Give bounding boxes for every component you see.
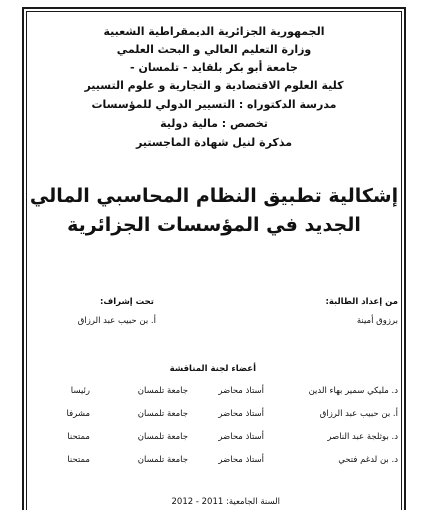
header-specialty: تخصص : مالية دولية xyxy=(160,117,268,130)
header-republic: الجمهورية الجزائرية الديمقراطية الشعبية xyxy=(103,25,325,38)
member-rank: أستاذ محاضر xyxy=(218,455,264,465)
member-university: جامعة تلمسان xyxy=(137,432,188,442)
member-name: أ. بن حبيب عبد الرزاق xyxy=(319,409,398,419)
header-doctoral-school: مدرسة الدكتوراه : التسيير الدولي للمؤسسات xyxy=(91,98,337,111)
thesis-title-line1: إشكالية تطبيق النظام المحاسبي المالي xyxy=(29,185,399,207)
header-thesis-type: مذكرة لنيل شهادة الماجستير xyxy=(135,136,292,149)
member-role: مشرفا xyxy=(66,409,90,419)
cover-content xyxy=(26,11,402,510)
student-label: من إعداد الطالبة: xyxy=(325,297,398,307)
member-rank: أستاذ محاضر xyxy=(218,386,264,396)
member-role: ممتحنا xyxy=(67,432,90,442)
committee-member-row xyxy=(26,409,402,421)
member-rank: أستاذ محاضر xyxy=(218,432,264,442)
header-ministry: وزارة التعليم العالي و البحث العلمي xyxy=(116,43,312,56)
committee-member-row xyxy=(26,455,402,467)
member-university: جامعة تلمسان xyxy=(137,409,188,419)
header-faculty: كلية العلوم الاقتصادية و التجارية و علوم التسيير xyxy=(84,79,344,92)
supervisor-label: تحت إشراف: xyxy=(99,297,154,307)
supervisor-name: أ. بن حبيب عبد الرزاق xyxy=(77,316,156,326)
committee-heading: أعضاء لجنة المناقشة xyxy=(169,364,256,374)
member-name: د. بوثلجة عبد الناصر xyxy=(327,432,398,442)
thesis-title-line2: الجديد في المؤسسات الجزائرية xyxy=(67,214,361,236)
committee-member-row xyxy=(26,432,402,444)
member-role: ممتحنا xyxy=(67,455,90,465)
member-university: جامعة تلمسان xyxy=(137,386,188,396)
student-name: برزوق أمينة xyxy=(356,316,398,326)
header-university: جامعة أبو بكر بلقايد - تلمسان - xyxy=(130,61,298,74)
member-name: د. بن لدغم فتحي xyxy=(338,455,398,465)
member-name: د. مليكي سمير بهاء الدين xyxy=(308,386,398,396)
academic-year: السنة الجامعية: 2011 - 2012 xyxy=(171,497,280,507)
member-rank: أستاذ محاضر xyxy=(218,409,264,419)
member-role: رئيسا xyxy=(70,386,90,396)
committee-member-row xyxy=(26,386,402,398)
member-university: جامعة تلمسان xyxy=(137,455,188,465)
